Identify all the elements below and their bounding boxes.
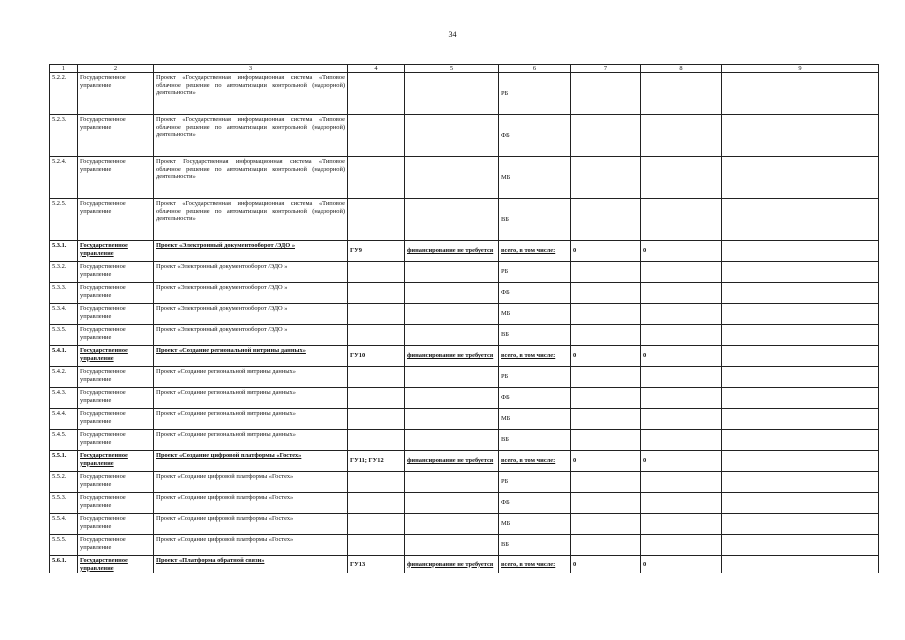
value-col8-cell [641,493,722,514]
value-col7-cell: 0 [571,556,641,574]
value-col9-cell [722,472,879,493]
funding-status-cell [405,157,499,199]
value-col9-cell [722,514,879,535]
value-col8-cell [641,367,722,388]
funding-status-cell [405,115,499,157]
indicator-code-cell [348,493,405,514]
project-description-cell: Проект «Электронный документооборот /ЭДО » [154,241,348,262]
indicator-code-cell: ГУ11; ГУ12 [348,451,405,472]
funding-status-cell [405,73,499,115]
funding-source-cell: ВБ [499,535,571,556]
subject-cell: Государственное управление [78,493,154,514]
table-header [50,65,879,73]
funding-source-cell: всего, в том числе: [499,346,571,367]
subject-cell: Государственное управление [78,535,154,556]
value-col8-cell [641,430,722,451]
value-col7-cell [571,367,641,388]
value-col8-cell [641,535,722,556]
row-number-cell: 5.4.3. [50,388,78,409]
value-col9-cell [722,451,879,472]
value-col8-cell: 0 [641,451,722,472]
row-number-cell: 5.4.4. [50,409,78,430]
row-number-cell: 5.4.1. [50,346,78,367]
subject-cell: Государственное управление [78,241,154,262]
funding-status-cell: финансирование не требуется [405,346,499,367]
subject-cell: Государственное управление [78,451,154,472]
value-col8-cell [641,262,722,283]
row-number-cell: 5.5.3. [50,493,78,514]
indicator-code-cell [348,283,405,304]
indicator-code-cell: ГУ10 [348,346,405,367]
table-row [50,199,879,241]
funding-source-cell: МБ [499,409,571,430]
funding-source-cell: всего, в том числе: [499,451,571,472]
value-col7-cell: 0 [571,451,641,472]
page-number: 34 [448,30,457,39]
funding-source-cell: ВБ [499,430,571,451]
subject-cell: Государственное управление [78,199,154,241]
project-description-cell: Проект «Электронный документооборот /ЭДО » [154,262,348,283]
project-description-cell: Проект «Создание цифровой платформы «Гостех» [154,535,348,556]
funding-source-cell: РБ [499,262,571,283]
funding-status-cell [405,388,499,409]
funding-source-cell: ФБ [499,388,571,409]
value-col9-cell [722,157,879,199]
table-row [50,388,879,409]
value-col7-cell [571,73,641,115]
project-description-cell: Проект «Электронный документооборот /ЭДО » [154,304,348,325]
funding-status-cell [405,262,499,283]
value-col7-cell [571,199,641,241]
table-row [50,430,879,451]
project-description-cell: Проект «Создание региональной витрины данных» [154,430,348,451]
column-header-2: 2 [78,65,154,73]
budget-table [49,64,879,573]
column-header-8: 8 [641,65,722,73]
column-header-4: 4 [348,65,405,73]
value-col7-cell [571,430,641,451]
value-col7-cell [571,262,641,283]
value-col8-cell [641,115,722,157]
subject-cell: Государственное управление [78,325,154,346]
column-header-1: 1 [50,65,78,73]
indicator-code-cell [348,115,405,157]
value-col8-cell [641,514,722,535]
project-description-cell: Проект «Создание региональной витрины данных» [154,367,348,388]
subject-cell: Государственное управление [78,430,154,451]
value-col7-cell: 0 [571,346,641,367]
column-header-6: 6 [499,65,571,73]
project-description-cell: Проект «Государственная информационная система «Типовое облачное решение по автоматизации контрольной (надзорной) деятельности» [154,199,348,241]
subject-cell: Государственное управление [78,409,154,430]
row-number-cell: 5.4.5. [50,430,78,451]
table-row [50,73,879,115]
funding-status-cell [405,325,499,346]
row-number-cell: 5.4.2. [50,367,78,388]
value-col8-cell [641,472,722,493]
funding-source-cell: всего, в том числе: [499,556,571,574]
row-number-cell: 5.3.4. [50,304,78,325]
funding-status-cell [405,367,499,388]
subject-cell: Государственное управление [78,514,154,535]
value-col7-cell [571,157,641,199]
table-row [50,535,879,556]
indicator-code-cell [348,199,405,241]
value-col8-cell [641,388,722,409]
table-row [50,367,879,388]
funding-status-cell: финансирование не требуется [405,451,499,472]
project-description-cell: Проект «Создание цифровой платформы «Гостех» [154,472,348,493]
indicator-code-cell [348,472,405,493]
value-col9-cell [722,115,879,157]
funding-status-cell [405,409,499,430]
indicator-code-cell [348,514,405,535]
project-description-cell: Проект «Государственная информационная система «Типовое облачное решение по автоматизации контрольной (надзорной) деятельности» [154,73,348,115]
value-col9-cell [722,199,879,241]
value-col7-cell: 0 [571,241,641,262]
project-description-cell: Проект «Создание региональной витрины данных» [154,409,348,430]
indicator-code-cell [348,325,405,346]
indicator-code-cell [348,409,405,430]
row-number-cell: 5.2.5. [50,199,78,241]
table-row [50,514,879,535]
value-col8-cell: 0 [641,346,722,367]
row-number-cell: 5.3.5. [50,325,78,346]
value-col7-cell [571,409,641,430]
value-col9-cell [722,325,879,346]
value-col9-cell [722,73,879,115]
value-col9-cell [722,430,879,451]
row-number-cell: 5.5.1. [50,451,78,472]
funding-status-cell [405,304,499,325]
table-row [50,556,879,574]
subject-cell: Государственное управление [78,157,154,199]
table-row [50,115,879,157]
subject-cell: Государственное управление [78,388,154,409]
project-description-cell: Проект «Создание цифровой платформы «Гостех» [154,493,348,514]
funding-source-cell: МБ [499,304,571,325]
value-col8-cell [641,325,722,346]
row-number-cell: 5.2.4. [50,157,78,199]
funding-source-cell: РБ [499,472,571,493]
table-row [50,409,879,430]
table-row [50,472,879,493]
project-description-cell: Проект «Создание цифровой платформы «Гостех» [154,514,348,535]
project-description-cell: Проект «Создание региональной витрины данных» [154,346,348,367]
column-header-9: 9 [722,65,879,73]
funding-status-cell: финансирование не требуется [405,241,499,262]
funding-source-cell: ВБ [499,325,571,346]
subject-cell: Государственное управление [78,73,154,115]
indicator-code-cell [348,73,405,115]
subject-cell: Государственное управление [78,283,154,304]
funding-status-cell: финансирование не требуется [405,556,499,574]
project-description-cell: Проект «Электронный документооборот /ЭДО » [154,283,348,304]
table-row [50,493,879,514]
subject-cell: Государственное управление [78,367,154,388]
value-col8-cell: 0 [641,556,722,574]
indicator-code-cell [348,535,405,556]
indicator-code-cell [348,388,405,409]
table-row [50,346,879,367]
funding-source-cell: ФБ [499,115,571,157]
value-col8-cell [641,409,722,430]
table-body [50,73,879,574]
row-number-cell: 5.2.2. [50,73,78,115]
subject-cell: Государственное управление [78,304,154,325]
funding-status-cell [405,199,499,241]
subject-cell: Государственное управление [78,115,154,157]
funding-source-cell: МБ [499,157,571,199]
project-description-cell: Проект «Государственная информационная система «Типовое облачное решение по автоматизации контрольной (надзорной) деятельности» [154,115,348,157]
row-number-cell: 5.3.1. [50,241,78,262]
value-col8-cell: 0 [641,241,722,262]
project-description-cell: Проект «Создание цифровой платформы «Гостех» [154,451,348,472]
project-description-cell: Проект «Электронный документооборот /ЭДО » [154,325,348,346]
funding-status-cell [405,535,499,556]
row-number-cell: 5.3.3. [50,283,78,304]
table-row [50,283,879,304]
value-col8-cell [641,199,722,241]
value-col7-cell [571,115,641,157]
indicator-code-cell: ГУ9 [348,241,405,262]
row-number-cell: 5.5.2. [50,472,78,493]
value-col8-cell [641,304,722,325]
indicator-code-cell [348,262,405,283]
column-header-3: 3 [154,65,348,73]
indicator-code-cell: ГУ13 [348,556,405,574]
subject-cell: Государственное управление [78,472,154,493]
funding-source-cell: ФБ [499,283,571,304]
header-row [50,65,879,73]
project-description-cell: Проект «Создание региональной витрины данных» [154,388,348,409]
funding-status-cell [405,283,499,304]
funding-source-cell: всего, в том числе: [499,241,571,262]
row-number-cell: 5.2.3. [50,115,78,157]
value-col7-cell [571,514,641,535]
table-row [50,325,879,346]
row-number-cell: 5.6.1. [50,556,78,574]
value-col7-cell [571,283,641,304]
value-col9-cell [722,241,879,262]
value-col8-cell [641,73,722,115]
indicator-code-cell [348,157,405,199]
subject-cell: Государственное управление [78,262,154,283]
value-col9-cell [722,367,879,388]
column-header-5: 5 [405,65,499,73]
value-col9-cell [722,409,879,430]
row-number-cell: 5.5.4. [50,514,78,535]
value-col7-cell [571,493,641,514]
value-col9-cell [722,388,879,409]
value-col7-cell [571,304,641,325]
subject-cell: Государственное управление [78,346,154,367]
column-header-7: 7 [571,65,641,73]
value-col9-cell [722,262,879,283]
table-row [50,241,879,262]
funding-source-cell: МБ [499,514,571,535]
value-col8-cell [641,157,722,199]
value-col9-cell [722,556,879,574]
value-col9-cell [722,283,879,304]
value-col7-cell [571,535,641,556]
value-col7-cell [571,388,641,409]
indicator-code-cell [348,430,405,451]
value-col9-cell [722,346,879,367]
funding-source-cell: РБ [499,73,571,115]
row-number-cell: 5.5.5. [50,535,78,556]
value-col9-cell [722,493,879,514]
value-col9-cell [722,535,879,556]
project-description-cell: Проект Государственная информационная система «Типовое облачное решение по автоматизации контрольной (надзорной) деятельности» [154,157,348,199]
value-col7-cell [571,325,641,346]
project-description-cell: Проект «Платформа обратной связи» [154,556,348,574]
indicator-code-cell [348,367,405,388]
funding-status-cell [405,493,499,514]
table-row [50,451,879,472]
indicator-code-cell [348,304,405,325]
funding-status-cell [405,430,499,451]
table-row [50,304,879,325]
funding-source-cell: ФБ [499,493,571,514]
funding-source-cell: ВБ [499,199,571,241]
value-col7-cell [571,472,641,493]
subject-cell: Государственное управление [78,556,154,574]
funding-status-cell [405,472,499,493]
row-number-cell: 5.3.2. [50,262,78,283]
funding-source-cell: РБ [499,367,571,388]
value-col8-cell [641,283,722,304]
value-col9-cell [722,304,879,325]
funding-status-cell [405,514,499,535]
table-row [50,157,879,199]
table-row [50,262,879,283]
